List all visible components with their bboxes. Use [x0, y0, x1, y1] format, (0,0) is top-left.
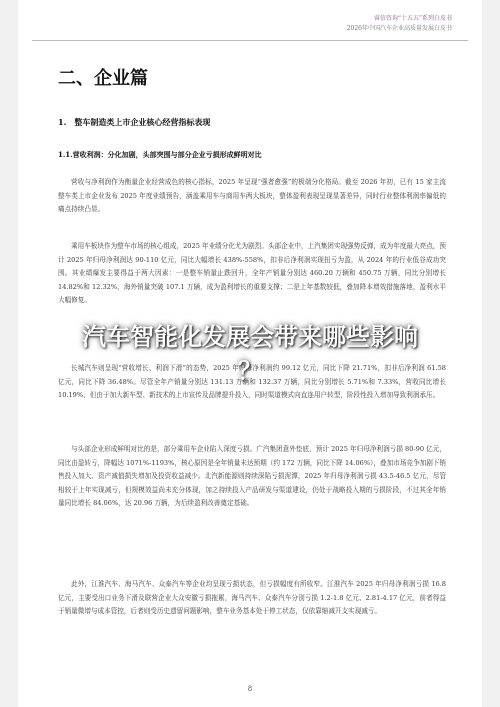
section-heading: 1. 整车制造类上市企业核心经营指标表现 [58, 117, 211, 127]
overlay-title-line2: ？ [238, 357, 262, 385]
overlay-title [0, 320, 500, 388]
chapter-title: 二、企业篇 [58, 68, 148, 89]
paragraph-1: 营收与净利润作为衡量企业经营成色的核心指标，2025 年呈现“强者愈强”的极端分化格局。截至 2026 年初，已有 15 家主流整车类上市企业发布 2025 年度业绩预告，涵盖乘用车与商用车两大板块，整体盈利表现呈现显著差异，同时行业整体利润率偏低的痛点持续凸显。 [58, 178, 446, 213]
page-number: 8 [247, 685, 253, 693]
header-report-title: 2026年中国汽车企业高质量发展白皮书 [346, 25, 452, 32]
header-rule [32, 40, 468, 41]
paragraph-2: 乘用车板块作为整车市场的核心组成，2025 年业绩分化尤为剧烈。头部企业中，上汽集团实现强势反弹，成为年度最大亮点，预计 2025 年归母净利润达 90-110 亿元，同比大幅增长 438%-558%，扣非后净利润实现扭亏为盈，从 2024 年的行业低谷成功突围。其业绩爆发主要得益于两大因素：一是整车销量止跌回升，全年产销量分别达 460.20 万辆和 450.75 万辆，同比分别增长 14.82%和 12.32%，海外销量突破 107.1 万辆，成为盈利增长的重要支撑；二是上年基数较低，叠加降本增效措施落地，盈利水平大幅修复。 [58, 242, 446, 304]
paragraph-3: 长城汽车则呈现“营收增长、利润下滑”的态势，2025 年归母净利润约 99.12 亿元，同比下降 21.71%，扣非后净利润 61.58 亿元，同比下降 36.48%。尽管全年产销量分别达 131.13 万辆和 132.37 万辆，同比分别增长 5.71%和 7.33%，营收同比增长 10.19%，但由于加大新车型、新技术的上市宣传及品牌提升投入，同时渠道模式向直连用户转型，阶段性投入增加导致利润承压。 [58, 364, 446, 399]
running-header [347, 14, 452, 34]
header-series-title: 睿信咨询“十五五”系列白皮书 [373, 15, 452, 22]
paragraph-5: 此外，江淮汽车、海马汽车、众泰汽车等企业均呈现亏损状态，但亏损幅度有所收窄。江淮汽车 2025 年归母净利润亏损 16.8 亿元，主要受出口业务下滑及联营企业大众安徽亏损拖累，海马汽车、众泰汽车分别亏损 1.2-1.8 亿元、2.81-4.17 亿元，前者得益于销量微增与成本管控，后者则受历史遗留问题影响，整车业务基本处于停工状态，仅依靠缩减开支实现减亏。 [58, 580, 446, 615]
overlay-title-line1: 汽车智能化发展会带来哪些影响 [82, 323, 418, 351]
subsection-heading: 1.1.营收利润：分化加剧，头部突围与部分企业亏损形成鲜明对比 [58, 150, 262, 159]
paragraph-4: 与头部企业形成鲜明对比的是，部分乘用车企业陷入深度亏损。广汽集团意外垫底，预计 2025 年归母净利润亏损 80-90 亿元，同比由盈转亏，降幅达 1071%-1193%，核心原因是全年销量未达预期（约 172 万辆，同比下降 14.06%），叠加市场竞争加剧下销售投入加大、资产减值损失增加及投资收益减少。北汽新能源则持续深陷亏损泥潭，2025 年归母净利润亏损 43.5-46.5 亿元，尽管相较于上年实现减亏，但规模效益尚未充分体现，加之持续投入产品研发与渠道建设，仍处于战略投入期的亏损阶段，不过其全年销量同比增长 84.06%，达 20.96 万辆，为后续盈利改善奠定基础。 [58, 445, 446, 507]
